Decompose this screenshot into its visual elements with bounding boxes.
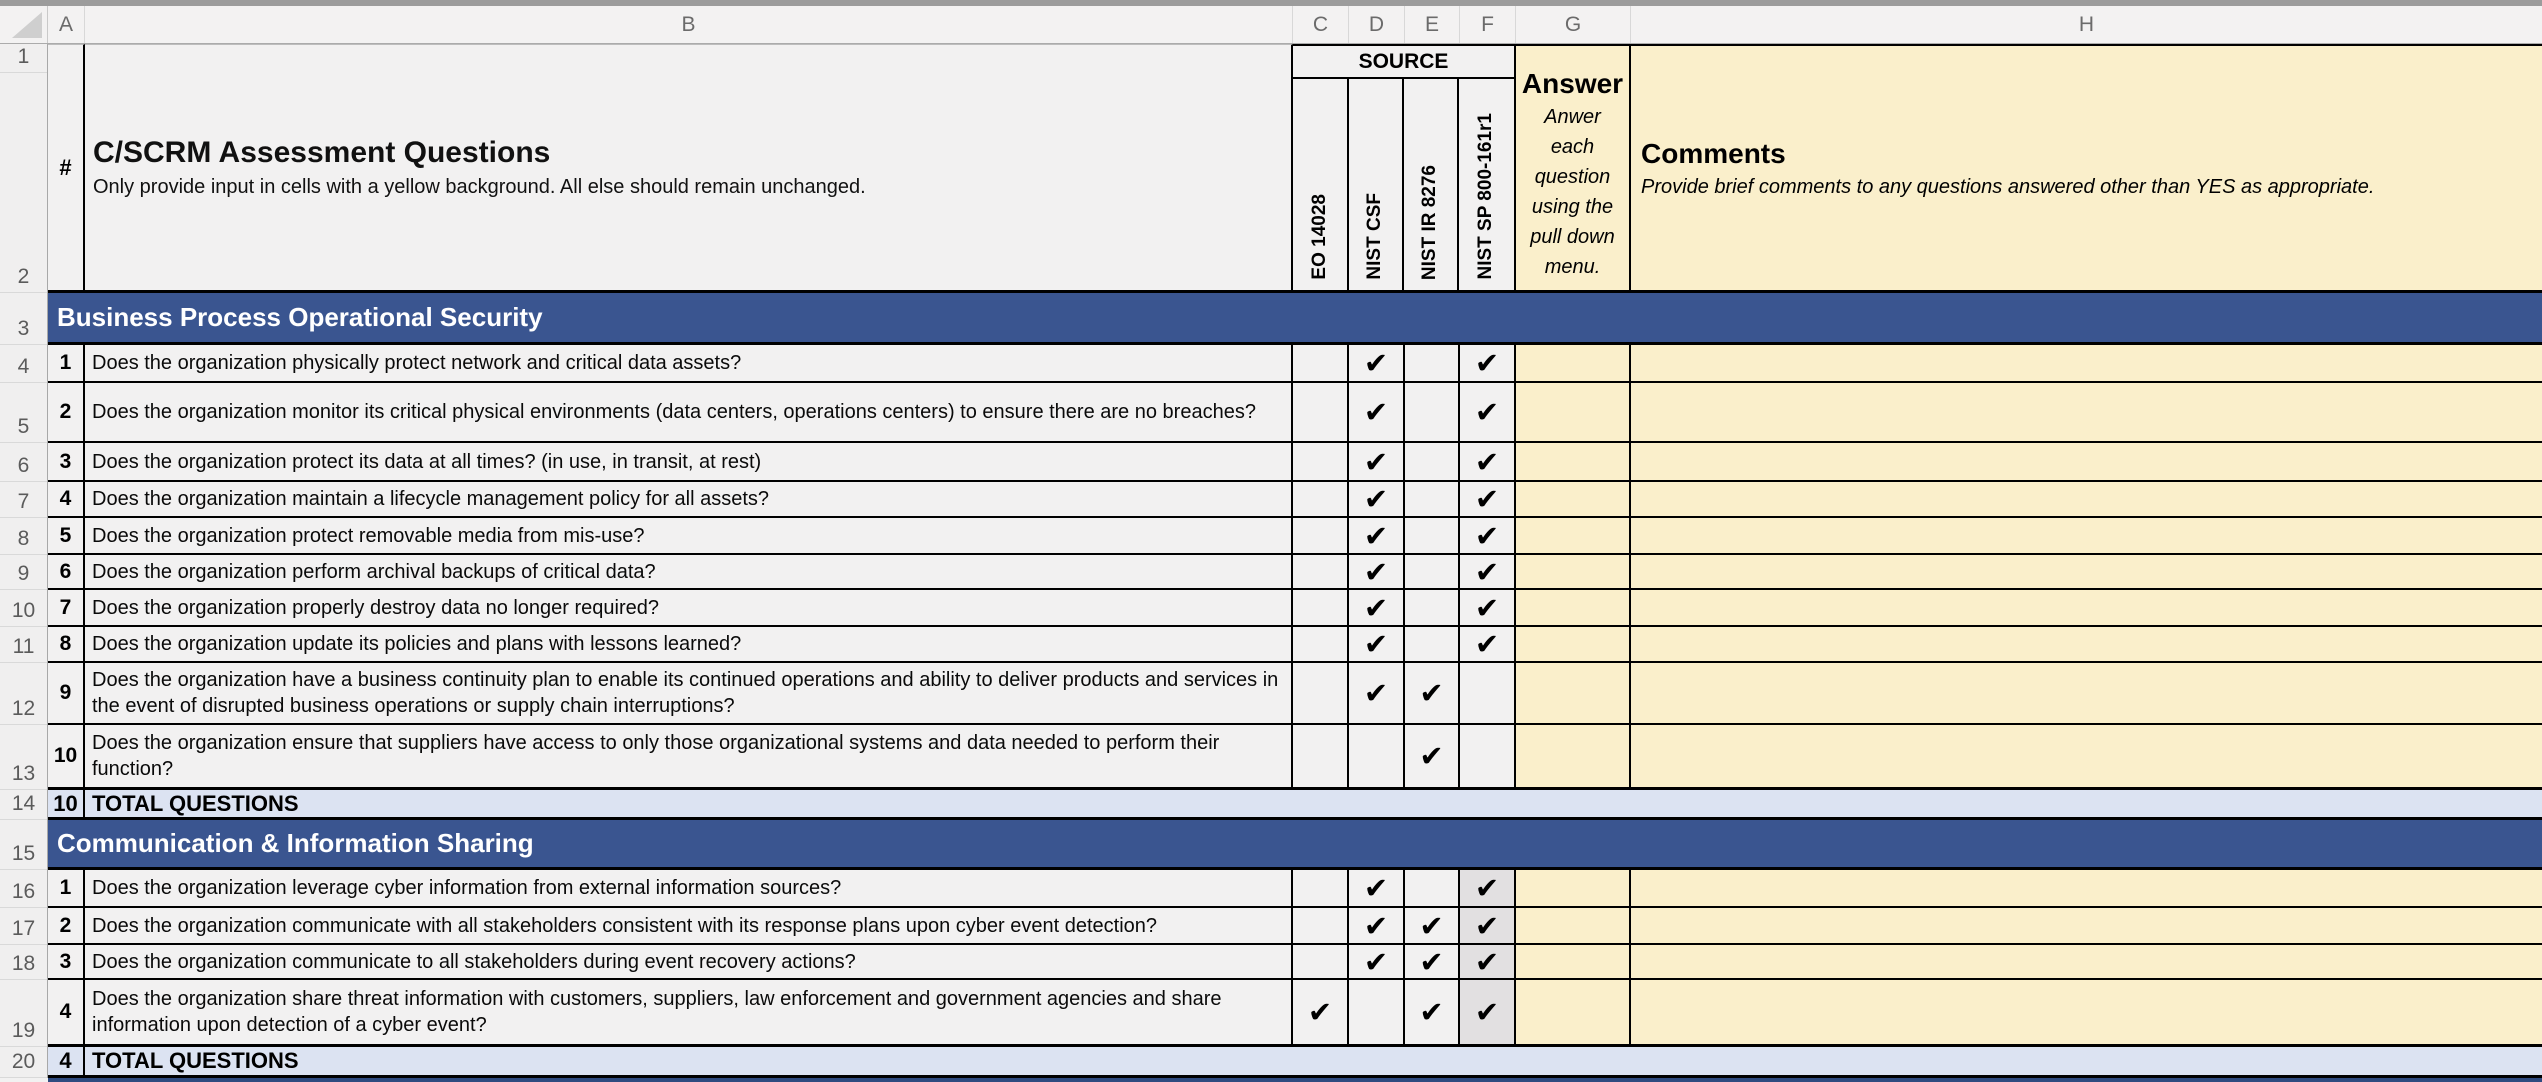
source-column-label: EO 14028 xyxy=(1308,194,1330,280)
row-header-10[interactable]: 10 xyxy=(0,590,47,627)
source-check-cell-nist-ir-8276 xyxy=(1405,518,1460,553)
comment-cell[interactable] xyxy=(1631,555,2542,588)
source-check-cell-eo14028 xyxy=(1293,663,1349,723)
row-header-14[interactable]: 14 xyxy=(0,790,47,820)
question-number-cell: 6 xyxy=(48,555,85,588)
source-check-cell-nist-csf xyxy=(1349,980,1405,1044)
source-check-cell-nist-ir-8276 xyxy=(1405,345,1460,381)
question-row xyxy=(48,555,2542,590)
question-number-cell: 9 xyxy=(48,663,85,723)
answer-cell[interactable] xyxy=(1516,908,1631,943)
row-header-19[interactable]: 19 xyxy=(0,980,47,1047)
source-check-cell-nist-sp-800-161r1: ✔ xyxy=(1460,383,1516,441)
answer-cell[interactable] xyxy=(1516,345,1631,381)
source-check-cell-eo14028 xyxy=(1293,345,1349,381)
source-check-cell-nist-sp-800-161r1 xyxy=(1460,663,1516,723)
row-header-20[interactable]: 20 xyxy=(0,1047,47,1078)
question-row xyxy=(48,980,2542,1047)
source-check-cell-nist-ir-8276 xyxy=(1405,870,1460,906)
question-number-cell: 4 xyxy=(48,980,85,1044)
source-check-cell-nist-ir-8276: ✔ xyxy=(1405,945,1460,978)
row-header-12[interactable]: 12 xyxy=(0,663,47,725)
table-header-row xyxy=(48,44,2542,293)
row-header-16[interactable]: 16 xyxy=(0,870,47,908)
total-label-cell: TOTAL QUESTIONS xyxy=(92,1048,299,1073)
source-check-cell-nist-sp-800-161r1: ✔ xyxy=(1460,555,1516,588)
source-check-cell-nist-ir-8276: ✔ xyxy=(1405,980,1460,1044)
answer-header-note: Anwer each question using the pull down menu. xyxy=(1530,106,1615,278)
question-number-cell: 10 xyxy=(48,725,85,787)
source-check-cell-nist-csf: ✔ xyxy=(1349,345,1405,381)
question-number-cell: 5 xyxy=(48,518,85,553)
source-check-cell-nist-ir-8276 xyxy=(1405,627,1460,661)
question-number-cell: 3 xyxy=(48,945,85,978)
row-header-1[interactable]: 1 xyxy=(0,44,47,73)
source-check-cell-nist-sp-800-161r1: ✔ xyxy=(1460,627,1516,661)
worksheet xyxy=(48,44,2542,1082)
column-header-strip xyxy=(0,6,2542,44)
question-number-cell: 1 xyxy=(48,870,85,906)
comment-cell[interactable] xyxy=(1631,443,2542,480)
column-header-d[interactable]: D xyxy=(1349,6,1405,43)
source-check-cell-nist-csf: ✔ xyxy=(1349,555,1405,588)
source-check-cell-eo14028 xyxy=(1293,383,1349,441)
source-check-cell-nist-sp-800-161r1: ✔ xyxy=(1460,345,1516,381)
source-check-cell-nist-csf: ✔ xyxy=(1349,590,1405,625)
row-header-11[interactable]: 11 xyxy=(0,627,47,663)
source-check-cell-nist-sp-800-161r1: ✔ xyxy=(1460,870,1516,906)
source-check-cell-nist-sp-800-161r1: ✔ xyxy=(1460,443,1516,480)
answer-column-header xyxy=(1516,44,1631,290)
question-number-cell: 3 xyxy=(48,443,85,480)
answer-cell[interactable] xyxy=(1516,518,1631,553)
source-column-nist-ir-8276 xyxy=(1404,79,1459,290)
assessment-title-cell xyxy=(85,44,1293,290)
source-check-cell-nist-ir-8276: ✔ xyxy=(1405,663,1460,723)
total-count-cell: 4 xyxy=(48,1047,85,1075)
row-header-3[interactable]: 3 xyxy=(0,293,47,345)
source-check-cell-nist-csf: ✔ xyxy=(1349,383,1405,441)
question-number-cell: 7 xyxy=(48,590,85,625)
source-check-cell-nist-csf: ✔ xyxy=(1349,627,1405,661)
question-row xyxy=(48,383,2542,443)
comment-cell[interactable] xyxy=(1631,980,2542,1044)
comment-cell[interactable] xyxy=(1631,663,2542,723)
question-row xyxy=(48,870,2542,908)
question-row xyxy=(48,518,2542,555)
source-column-nist-csf xyxy=(1349,79,1405,290)
question-text-cell: Does the organization perform archival backups of critical data? xyxy=(85,555,1293,588)
source-check-cell-nist-csf: ✔ xyxy=(1349,518,1405,553)
question-row xyxy=(48,590,2542,627)
question-row xyxy=(48,908,2542,945)
source-column-nist-sp-800-161r1 xyxy=(1459,79,1514,290)
source-check-cell-nist-ir-8276 xyxy=(1405,555,1460,588)
row-header-7[interactable]: 7 xyxy=(0,482,47,518)
question-text-cell: Does the organization protect its data at all times? (in use, in transit, at rest) xyxy=(85,443,1293,480)
answer-header-title: Answer xyxy=(1521,68,1624,99)
page-title: C/SCRM Assessment Questions xyxy=(93,136,551,169)
source-check-cell-nist-csf: ✔ xyxy=(1349,443,1405,480)
answer-cell[interactable] xyxy=(1516,725,1631,787)
row-header-9[interactable]: 9 xyxy=(0,555,47,590)
question-text-cell: Does the organization properly destroy data no longer required? xyxy=(85,590,1293,625)
question-number-cell: 2 xyxy=(48,908,85,943)
section-header-row xyxy=(48,293,2542,345)
question-text-cell: Does the organization ensure that suppliers have access to only those organizational systems and data needed to perform their function? xyxy=(85,725,1293,787)
answer-cell[interactable] xyxy=(1516,555,1631,588)
question-text-cell: Does the organization monitor its critical physical environments (data centers, operations centers) to ensure there are no breaches? xyxy=(85,383,1293,441)
comment-cell[interactable] xyxy=(1631,518,2542,553)
source-check-cell-nist-ir-8276 xyxy=(1405,383,1460,441)
source-check-cell-nist-csf xyxy=(1349,725,1405,787)
answer-cell[interactable] xyxy=(1516,663,1631,723)
comment-cell[interactable] xyxy=(1631,482,2542,516)
question-text-cell: Does the organization protect removable media from mis-use? xyxy=(85,518,1293,553)
comment-cell[interactable] xyxy=(1631,908,2542,943)
section-title: Business Process Operational Security xyxy=(57,302,543,332)
total-questions-row xyxy=(48,1047,2542,1078)
column-header-c[interactable]: C xyxy=(1293,6,1349,43)
row-header-6[interactable]: 6 xyxy=(0,443,47,482)
source-check-cell-nist-sp-800-161r1: ✔ xyxy=(1460,945,1516,978)
select-all-corner[interactable] xyxy=(0,6,48,43)
answer-cell[interactable] xyxy=(1516,590,1631,625)
total-label-cell: TOTAL QUESTIONS xyxy=(92,790,299,816)
select-all-triangle-icon xyxy=(12,12,42,38)
comments-column-header xyxy=(1631,44,2542,290)
source-check-cell-nist-ir-8276 xyxy=(1405,590,1460,625)
question-text-cell: Does the organization share threat information with customers, suppliers, law enforcement and government agencies and share information upon detection of a cyber event? xyxy=(85,980,1293,1044)
comment-cell[interactable] xyxy=(1631,345,2542,381)
source-check-cell-eo14028 xyxy=(1293,590,1349,625)
question-row xyxy=(48,345,2542,383)
source-check-cell-nist-sp-800-161r1: ✔ xyxy=(1460,590,1516,625)
column-header-f[interactable]: F xyxy=(1460,6,1516,43)
source-check-cell-nist-csf: ✔ xyxy=(1349,663,1405,723)
question-row xyxy=(48,482,2542,518)
question-number-cell: 2 xyxy=(48,383,85,441)
question-row xyxy=(48,627,2542,663)
source-column-label: NIST SP 800-161r1 xyxy=(1475,113,1497,280)
column-header-b[interactable]: B xyxy=(85,6,1293,43)
source-check-cell-eo14028 xyxy=(1293,443,1349,480)
column-header-h[interactable]: H xyxy=(2078,12,2095,36)
source-check-cell-nist-ir-8276 xyxy=(1405,482,1460,516)
source-check-cell-nist-ir-8276: ✔ xyxy=(1405,908,1460,943)
comment-cell[interactable] xyxy=(1631,870,2542,906)
question-number-cell: 4 xyxy=(48,482,85,516)
question-text-cell: Does the organization maintain a lifecycle management policy for all assets? xyxy=(85,482,1293,516)
comment-cell[interactable] xyxy=(1631,725,2542,787)
source-check-cell-nist-csf: ✔ xyxy=(1349,482,1405,516)
source-check-cell-nist-csf: ✔ xyxy=(1349,870,1405,906)
answer-cell[interactable] xyxy=(1516,980,1631,1044)
answer-cell[interactable] xyxy=(1516,945,1631,978)
source-check-cell-nist-ir-8276 xyxy=(1405,443,1460,480)
question-row xyxy=(48,725,2542,790)
row-header-15[interactable]: 15 xyxy=(0,820,47,870)
source-check-cell-nist-sp-800-161r1 xyxy=(1460,725,1516,787)
answer-cell[interactable] xyxy=(1516,443,1631,480)
source-check-cell-eo14028 xyxy=(1293,870,1349,906)
next-section-partial-band xyxy=(48,1078,2542,1082)
column-header-g[interactable]: G xyxy=(1516,6,1631,43)
source-check-cell-eo14028 xyxy=(1293,945,1349,978)
comments-header-note: Provide brief comments to any questions answered other than YES as appropriate. xyxy=(1641,175,2375,198)
source-check-cell-eo14028 xyxy=(1293,482,1349,516)
comment-cell[interactable] xyxy=(1631,627,2542,661)
question-text-cell: Does the organization leverage cyber information from external information sources? xyxy=(85,870,1293,906)
source-check-cell-nist-sp-800-161r1: ✔ xyxy=(1460,482,1516,516)
total-questions-row xyxy=(48,790,2542,820)
row-header-18[interactable]: 18 xyxy=(0,945,47,980)
source-column-label: NIST CSF xyxy=(1364,193,1386,280)
source-check-cell-nist-sp-800-161r1: ✔ xyxy=(1460,518,1516,553)
comment-cell[interactable] xyxy=(1631,590,2542,625)
answer-cell[interactable] xyxy=(1516,627,1631,661)
answer-cell[interactable] xyxy=(1516,383,1631,441)
row-header-8[interactable]: 8 xyxy=(0,518,47,555)
section-title: Communication & Information Sharing xyxy=(57,828,534,858)
comment-cell[interactable] xyxy=(1631,383,2542,441)
column-header-a[interactable]: A xyxy=(48,6,85,43)
source-check-cell-eo14028 xyxy=(1293,627,1349,661)
question-row xyxy=(48,663,2542,725)
source-check-cell-eo14028 xyxy=(1293,518,1349,553)
comment-cell[interactable] xyxy=(1631,945,2542,978)
source-column-label: NIST IR 8276 xyxy=(1419,164,1441,280)
comments-header-title: Comments xyxy=(1641,137,1786,169)
question-text-cell: Does the organization communicate with all stakeholders consistent with its response plans upon cyber event detection? xyxy=(85,908,1293,943)
question-row xyxy=(48,443,2542,482)
source-header-group xyxy=(1293,44,1516,290)
question-number-cell: 8 xyxy=(48,627,85,661)
answer-cell[interactable] xyxy=(1516,870,1631,906)
question-text-cell: Does the organization update its policies and plans with lessons learned? xyxy=(85,627,1293,661)
row-header-2[interactable]: 2 xyxy=(0,73,47,293)
source-check-cell-nist-sp-800-161r1: ✔ xyxy=(1460,908,1516,943)
question-number-cell: 1 xyxy=(48,345,85,381)
number-column-header: # xyxy=(48,44,85,290)
question-row xyxy=(48,945,2542,980)
question-text-cell: Does the organization communicate to all stakeholders during event recovery actions? xyxy=(85,945,1293,978)
source-check-cell-nist-ir-8276: ✔ xyxy=(1405,725,1460,787)
row-header-gutter xyxy=(0,44,48,1078)
row-header-17[interactable]: 17 xyxy=(0,908,47,945)
source-check-cell-nist-csf: ✔ xyxy=(1349,908,1405,943)
source-check-cell-eo14028 xyxy=(1293,908,1349,943)
source-check-cell-eo14028 xyxy=(1293,555,1349,588)
section-header-row xyxy=(48,820,2542,870)
source-check-cell-eo14028 xyxy=(1293,725,1349,787)
source-check-cell-eo14028: ✔ xyxy=(1293,980,1349,1044)
source-check-cell-nist-sp-800-161r1: ✔ xyxy=(1460,980,1516,1044)
source-check-cell-nist-csf: ✔ xyxy=(1349,945,1405,978)
row-header-4[interactable]: 4 xyxy=(0,345,47,383)
page-subtitle: Only provide input in cells with a yellow background. All else should remain unchanged. xyxy=(93,176,866,198)
question-text-cell: Does the organization physically protect network and critical data assets? xyxy=(85,345,1293,381)
row-header-5[interactable]: 5 xyxy=(0,383,47,443)
source-column-eo14028 xyxy=(1293,79,1349,290)
question-text-cell: Does the organization have a business continuity plan to enable its continued operations and ability to deliver products and services in the event of disrupted business operations or supply chain interruptions? xyxy=(85,663,1293,723)
row-header-13[interactable]: 13 xyxy=(0,725,47,790)
answer-cell[interactable] xyxy=(1516,482,1631,516)
total-count-cell: 10 xyxy=(48,790,85,817)
source-header-label: SOURCE xyxy=(1293,46,1514,79)
column-header-e[interactable]: E xyxy=(1405,6,1460,43)
